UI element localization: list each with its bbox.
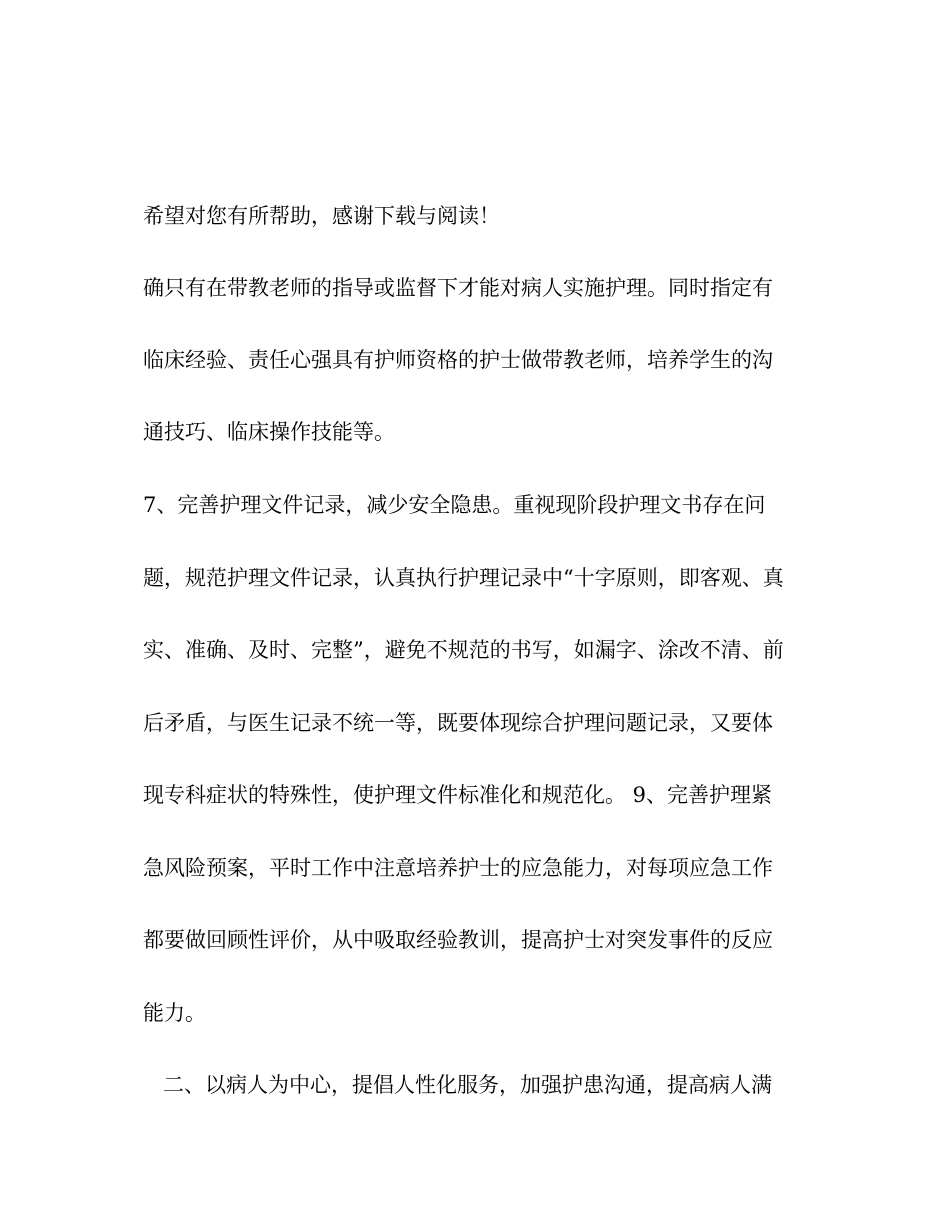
text-line-8: 后矛盾，与医生记录不统一等，既要体现综合护理问题记录，又要体 (143, 711, 773, 735)
text-line-7: 实、准确、及时、完整”，避免不规范的书写，如漏字、涂改不清、前 (143, 638, 784, 662)
text-line-10: 急风险预案，平时工作中注意培养护士的应急能力，对每项应急工作 (143, 856, 773, 880)
section-heading-line: 二、以病人为中心，提倡人性化服务，加强护患沟通，提高病人满 (163, 1073, 772, 1097)
text-line-1: 希望对您有所帮助，感谢下载与阅读！ (143, 204, 500, 228)
text-line-11: 都要做回顾性评价，从中吸取经验教训，提高护士对突发事件的反应 (143, 928, 773, 952)
text-line-5: 7、完善护理文件记录，减少安全隐患。重视现阶段护理文书存在问 (143, 493, 766, 517)
text-line-4: 通技巧、临床操作技能等。 (143, 420, 395, 444)
text-line-12: 能力。 (143, 1001, 206, 1025)
text-line-9: 现专科症状的特殊性，使护理文件标准化和规范化。 9、完善护理紧 (143, 783, 773, 807)
text-line-6: 题，规范护理文件记录，认真执行护理记录中“十字原则，即客观、真 (143, 566, 784, 590)
text-line-2: 确只有在带教老师的指导或监督下才能对病人实施护理。同时指定有 (143, 276, 773, 300)
text-line-3: 临床经验、责任心强具有护师资格的护士做带教老师，培养学生的沟 (143, 348, 773, 372)
